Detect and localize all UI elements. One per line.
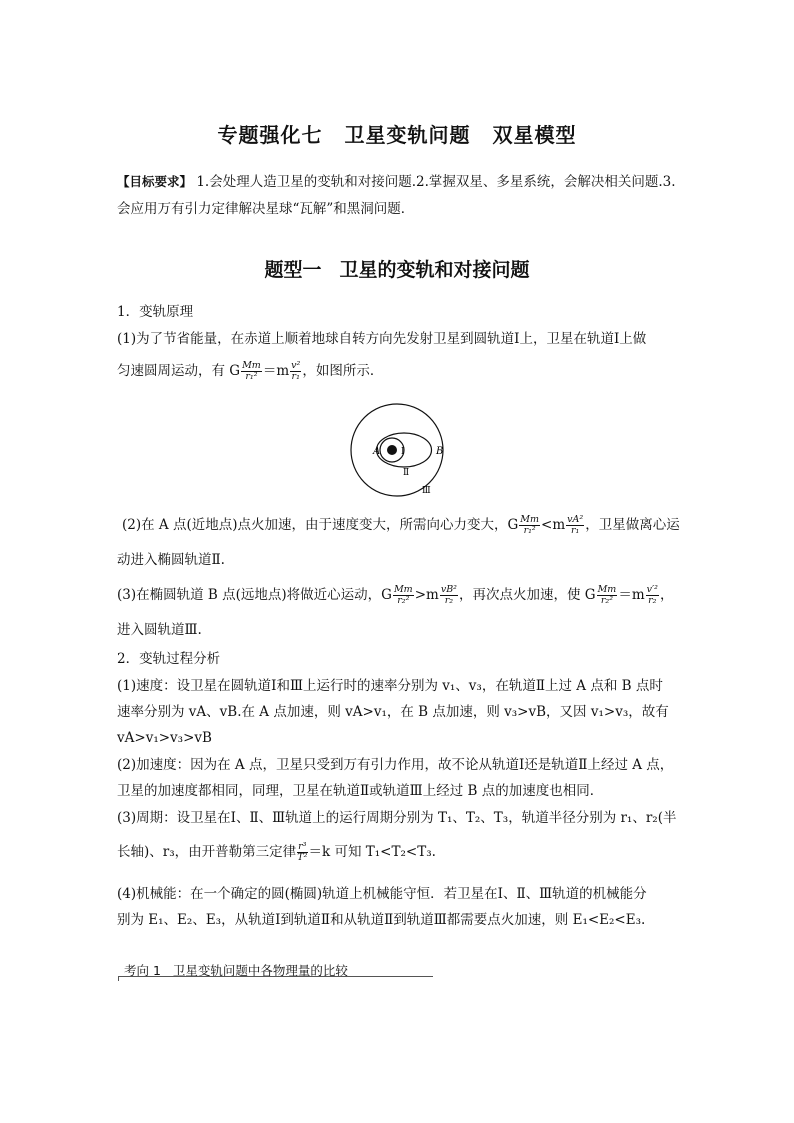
orbit-diagram — [344, 401, 454, 501]
label-orbit-2: Ⅱ — [403, 468, 410, 478]
p6-text-pre: 长轴)、r₃，由开普勒第三定律 — [117, 844, 297, 860]
fraction-denominator: r₂² — [600, 595, 614, 606]
objectives-line-2: 会应用万有引力定律解决星球“瓦解”和黑洞问题． — [117, 201, 415, 217]
p4-line-3: vA>v₁>v₃>vB — [117, 730, 212, 746]
p2-text-pre: (2)在 A 点(近地点)点火加速，由于速度变大，所需向心力变大，G — [122, 517, 519, 533]
section-heading-part-1: 题型一 — [264, 259, 322, 281]
label-orbit-1: Ⅰ — [401, 447, 405, 457]
fraction — [393, 585, 414, 606]
p1-text-mid: ＝m — [262, 363, 290, 379]
p6-line-1: (3)周期：设卫星在Ⅰ、Ⅱ、Ⅲ轨道上的运行周期分别为 T₁、T₂、T₃，轨道半径分别为 r₁、r₂(半 — [117, 810, 677, 826]
fraction — [241, 361, 262, 382]
fraction-numerator: Mm — [520, 514, 540, 525]
p3-text-pre: (3)在椭圆轨道 B 点(远地点)将做近心运动，G — [117, 587, 392, 603]
p1-text-pre: 匀速圆周运动，有 G — [117, 363, 241, 379]
objectives-tag: 【目标要求】 — [117, 174, 193, 189]
section-heading-part-2: 卫星的变轨和对接问题 — [339, 259, 530, 281]
label-orbit-3: Ⅲ — [422, 486, 431, 496]
fraction-numerator: Mm — [242, 360, 261, 371]
p2-line-1 — [122, 515, 688, 536]
objectives-line-1 — [117, 174, 683, 190]
fraction-denominator: T² — [297, 852, 308, 863]
title-part-3: 双星模型 — [492, 123, 577, 147]
fraction — [597, 585, 618, 606]
fraction-denominator: r₂ — [444, 595, 454, 606]
p6-text-post: ＝k 可知 T₁<T₂<T₃. — [308, 844, 436, 860]
fraction — [297, 842, 307, 863]
fraction — [646, 585, 659, 606]
fraction — [290, 361, 301, 382]
p2-text-mid: <m — [541, 517, 566, 533]
fraction — [566, 515, 584, 536]
kaoxiang-underline — [118, 976, 433, 981]
fraction-numerator: vB² — [440, 584, 457, 595]
p3-line-1 — [117, 585, 683, 606]
fraction — [440, 585, 458, 606]
kaoxiang-label: 考向 1 — [124, 963, 161, 978]
p1-line-2 — [117, 361, 683, 382]
fraction-denominator: r₂² — [397, 595, 410, 606]
p2-text-post: ，卫星做离心运 — [585, 517, 680, 533]
p5-line-1: (2)加速度：因为在 A 点，卫星只受到万有引力作用，故不论从轨道Ⅰ还是轨道Ⅱ上经过 A 点， — [117, 757, 674, 773]
p7-line-1: (4)机械能：在一个确定的圆(椭圆)轨道上机械能守恒．若卫星在Ⅰ、Ⅱ、Ⅲ轨道的机械能分 — [117, 886, 647, 902]
fraction-numerator: vA² — [567, 514, 584, 525]
fraction-denominator: r₁² — [245, 371, 258, 382]
objectives-text-1: 1.会处理人造卫星的变轨和对接问题.2.掌握双星、多星系统，会解决相关问题.3. — [196, 174, 676, 190]
p6-line-2 — [117, 842, 683, 863]
p1-text-post: ，如图所示． — [302, 363, 384, 379]
fraction-denominator: r₁ — [571, 525, 580, 536]
fraction-numerator: r³ — [298, 841, 307, 852]
p7-line-2: 别为 E₁、E₂、E₃，从轨道Ⅰ到轨道Ⅱ和从轨道Ⅱ到轨道Ⅲ都需要点火加速，则 E₁<E₂<E₃. — [117, 912, 646, 928]
fraction-numerator: v² — [291, 360, 301, 371]
title-part-1: 专题强化七 — [217, 123, 323, 147]
title-part-2: 卫星变轨问题 — [344, 123, 471, 147]
label-point-a: A — [373, 446, 381, 457]
heading-orbit-principle: 1．变轨原理 — [117, 304, 194, 320]
label-point-b: B — [436, 446, 444, 457]
fraction-denominator: r₁ — [291, 371, 300, 382]
p2-line-2: 动进入椭圆轨道Ⅱ. — [117, 552, 225, 568]
p4-line-1: (1)速度：设卫星在圆轨道Ⅰ和Ⅲ上运行时的速率分别为 v₁、v₃，在轨道Ⅱ上过 A 点和 B 点时 — [117, 678, 663, 694]
fraction-denominator: r₂ — [648, 595, 657, 606]
fraction-numerator: Mm — [597, 584, 617, 595]
p5-line-2: 卫星的加速度都相同，同理，卫星在轨道Ⅱ或轨道Ⅲ上经过 B 点的加速度也相同． — [117, 783, 604, 799]
p3-text-post: ， — [659, 587, 674, 603]
p3-text-mid-3: ＝m — [618, 587, 645, 603]
p3-text-mid-2: ，再次点火加速，使 G — [459, 587, 596, 603]
fraction — [519, 515, 540, 536]
fraction-numerator: Mm — [393, 584, 413, 595]
p4-line-2: 速率分别为 vA、vB.在 A 点加速，则 vA>v₁，在 B 点加速，则 v₃>vB，又因 v₁>v₃，故有 — [117, 704, 669, 720]
section-heading — [0, 255, 794, 282]
p1-line-1: (1)为了节省能量，在赤道上顺着地球自转方向先发射卫星到圆轨道Ⅰ上，卫星在轨道Ⅰ上做 — [117, 331, 647, 347]
heading-process-analysis: 2．变轨过程分析 — [117, 651, 221, 667]
p3-line-2: 进入圆轨道Ⅲ. — [117, 622, 202, 638]
p3-text-mid-1: >m — [414, 587, 439, 603]
earth-icon — [387, 445, 397, 455]
fraction-denominator: r₁² — [523, 525, 536, 536]
fraction-numerator: v′² — [646, 584, 658, 595]
kaoxiang-text: 卫星变轨问题中各物理量的比较 — [172, 963, 348, 978]
page-title — [0, 119, 794, 148]
